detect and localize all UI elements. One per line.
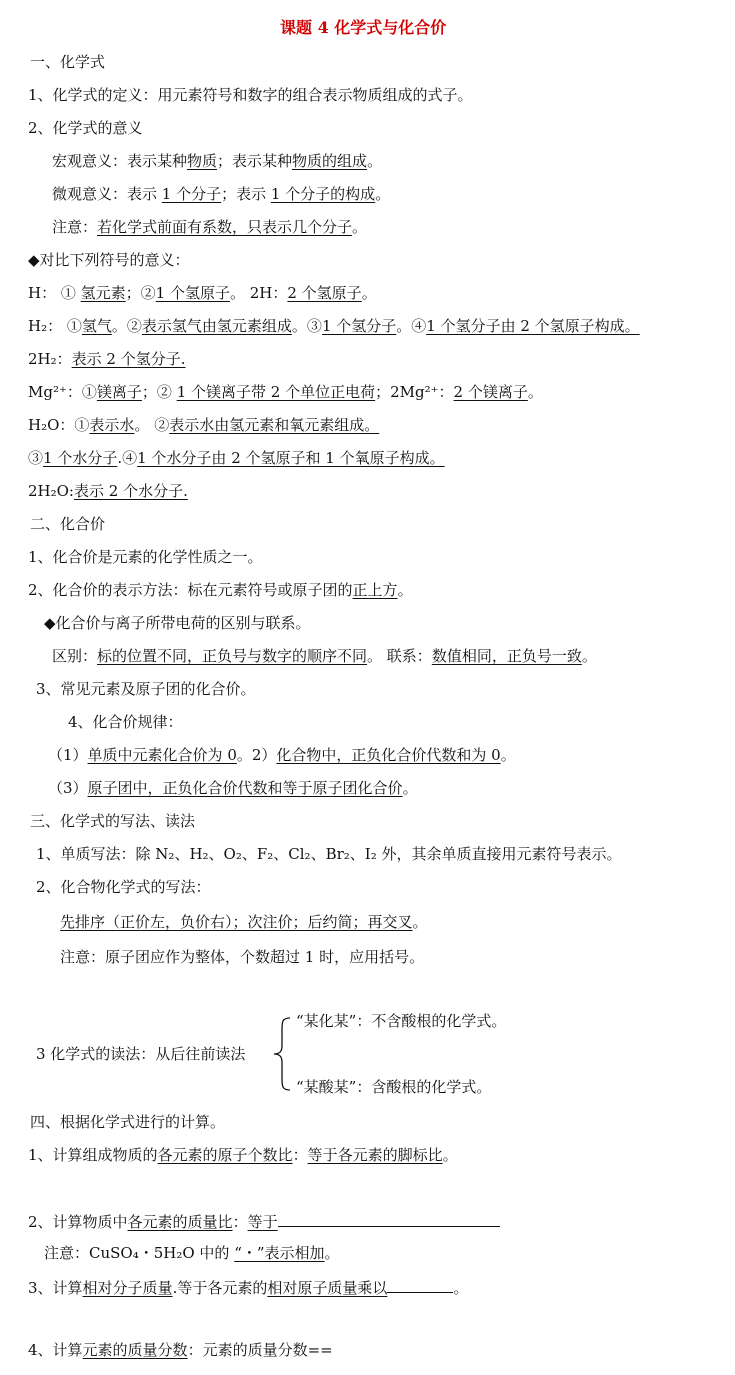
- valence-rules-heading: 4、化合价规律：: [68, 713, 183, 731]
- section-4-heading: 四、根据化学式进行的计算。: [30, 1113, 226, 1131]
- valence-charge-heading: ◆化合价与离子所带电荷的区别与联系。: [44, 614, 311, 632]
- radical-note: 注意：原子团应作为整体，个数超过 1 时，应用括号。: [60, 948, 425, 966]
- answer-blank[interactable]: [387, 1276, 453, 1293]
- 2h2-symbol-meaning: 2H₂：表示 2 个氢分子.: [28, 350, 186, 368]
- valence-property: 1、化合价是元素的化学性质之一。: [28, 548, 263, 566]
- h2o-meaning-continued: ③1 个水分子.④1 个水分子由 2 个氢原子和 1 个氧原子构成。: [28, 449, 445, 467]
- coefficient-note: 注意：若化学式前面有系数，只表示几个分子。: [52, 218, 368, 236]
- valence-rule-1-2: （1）单质中元素化合价为 0。2）化合物中，正负化合价代数和为 0。: [48, 746, 516, 764]
- compound-formula-heading: 2、化合物化学式的写法：: [36, 878, 211, 896]
- page-title: 课题 4 化学式与化合价: [280, 18, 447, 37]
- macro-meaning: 宏观意义：表示某种物质；表示某种物质的组成。: [52, 152, 383, 170]
- 2h2o-meaning: 2H₂O:表示 2 个水分子.: [28, 482, 188, 500]
- section-3-heading: 三、化学式的写法、读法: [30, 812, 196, 830]
- h2o-meaning: H₂O：①表示水。 ②表示水由氢元素和氧元素组成。: [28, 416, 380, 434]
- h2-symbol-meaning: H₂： ①氢气。②表示氢气由氢元素组成。③1 个氢分子。④1 个氢分子由 2 个氢原子构成。: [28, 317, 640, 335]
- formula-writing-order: 先排序（正价左，负价右）；次注价；后约简；再交叉。: [60, 913, 428, 931]
- mass-fraction-calculation: 4、计算元素的质量分数：元素的质量分数==: [28, 1341, 333, 1359]
- micro-meaning: 微观意义：表示 1 个分子；表示 1 个分子的构成。: [52, 185, 391, 203]
- answer-blank[interactable]: [278, 1210, 500, 1227]
- section-1-heading: 一、化学式: [30, 53, 106, 71]
- hydrate-note: 注意：CuSO₄・5H₂O 中的 “・”表示相加。: [44, 1244, 340, 1262]
- valence-charge-difference: 区别：标的位置不同，正负号与数字的顺序不同。 联系：数值相同，正负号一致。: [52, 647, 597, 665]
- formula-definition: 1、化学式的定义：用元素符号和数字的组合表示物质组成的式子。: [28, 86, 473, 104]
- molecular-mass-calculation: 3、计算相对分子质量.等于各元素的相对原子质量乘以 。: [28, 1276, 468, 1298]
- curly-brace: [272, 1016, 292, 1092]
- compare-heading: ◆对比下列符号的意义：: [28, 251, 190, 269]
- section-2-heading: 二、化合价: [30, 515, 106, 533]
- mg-ion-meaning: Mg²⁺：①镁离子；② 1 个镁离子带 2 个单位正电荷；2Mg²⁺：2 个镁离子。: [28, 383, 543, 401]
- reading-rule-label: 3 化学式的读法：从后往前读法: [36, 1045, 246, 1063]
- h-symbol-meaning: H： ① 氢元素；②1 个氢原子。 2H：2 个氢原子。: [28, 284, 377, 302]
- atom-ratio-calculation: 1、计算组成物质的各元素的原子个数比：等于各元素的脚标比。: [28, 1146, 458, 1164]
- formula-meaning-heading: 2、化学式的意义: [28, 119, 143, 137]
- valence-notation: 2、化合价的表示方法：标在元素符号或原子团的正上方。: [28, 581, 413, 599]
- reading-rule-1: “某化某”：不含酸根的化学式。: [296, 1012, 507, 1030]
- common-valences: 3、常见元素及原子团的化合价。: [36, 680, 256, 698]
- element-formula-rule: 1、单质写法：除 N₂、H₂、O₂、F₂、Cl₂、Br₂、I₂ 外，其余单质直接用元素符号表示。: [36, 845, 622, 863]
- mass-ratio-calculation: 2、计算物质中各元素的质量比：等于: [28, 1210, 500, 1232]
- reading-rule-2: “某酸某”：含酸根的化学式。: [296, 1078, 492, 1096]
- valence-rule-3: （3）原子团中，正负化合价代数和等于原子团化合价。: [48, 779, 418, 797]
